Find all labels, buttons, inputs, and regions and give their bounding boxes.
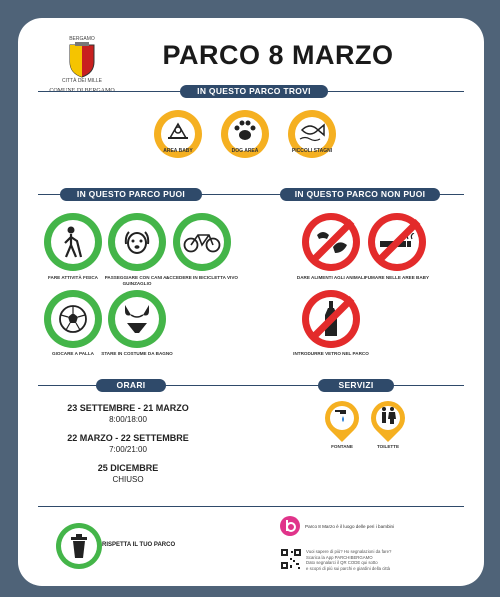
feature-area-baby [154,110,202,158]
section-header-servizi: SERVIZI [318,379,394,392]
hours-period: 23 SETTEMBRE - 21 MARZO [67,403,189,413]
paw-icon [232,119,258,143]
forbidden-vetro [302,290,360,348]
allowed-fare-attivita [44,213,102,271]
hours-period: 22 MARZO - 22 SETTEMBRE [67,433,189,443]
forbidden-alimenti [302,213,360,271]
feature-label: PICCOLI STAGNI [291,148,333,154]
app-b-icon [280,516,300,536]
hours-time: 7:00/21:00 [109,445,147,454]
comune-logo [46,36,118,94]
hours-period: 25 DICEMBRE [97,463,159,473]
forbidden-label: INTRODURRE VETRO NEL PARCO [293,351,369,356]
feature-piccoli-stagni [288,110,336,158]
respect-text: RISPETTA IL TUO PARCO [102,542,176,548]
footer-tagline: Parco 8 Marzo è il luogo delle peri i bambini [305,524,395,529]
allowed-passeggiare-cani [108,213,166,271]
bicycle-icon [183,231,221,253]
service-label: TOILETTE [376,444,400,449]
fish-icon [298,120,326,142]
page-title: PARCO 8 MARZO [162,40,394,70]
toilet-icon [378,406,398,426]
qr-code-icon [280,548,302,570]
section-header-non-puoi: IN QUESTO PARCO NON PUOI [280,188,440,201]
info-line: Vuoi sapere di più? Ho segnalazioni da fare? [306,549,392,554]
swing-icon [164,120,192,142]
service-label: FONTANE [331,444,353,449]
footer-info [306,549,456,571]
bikini-icon [121,301,153,337]
forbidden-fumare [368,213,426,271]
info-line: Dato segnalarci il QR CODE qui sotto [306,560,378,565]
section-header-trovi: IN QUESTO PARCO TROVI [180,85,328,98]
trash-bin-icon [69,533,89,559]
allowed-label: STARE IN COSTUME DA BAGNO [101,351,173,356]
logo-top-text: BERGAMO [69,36,95,42]
walking-stick-icon [59,225,87,259]
feature-label: DOG AREA [231,148,259,154]
allowed-palla [44,290,102,348]
logo-motto: CITTÀ DEI MILLE [61,78,102,84]
feature-label: AREA BABY [163,148,193,154]
qr-code[interactable] [280,548,302,570]
dog-icon [121,226,153,258]
hours-time: CHIUSO [112,475,144,484]
park-sign-panel [18,18,484,586]
coat-of-arms-icon [67,42,97,78]
feature-dog-area [221,110,269,158]
allowed-costume [108,290,166,348]
fountain-icon [332,406,352,426]
section-header-orari: ORARI [96,379,166,392]
forbidden-label: DARE ALIMENTI AGLI ANIMALI [296,275,366,280]
allowed-label: FARE ATTIVITÀ FISICA [47,275,99,280]
allowed-label: ACCEDERE IN BICICLETTA VIVO [166,275,238,280]
allowed-label: PASSEGGIARE CON CANI AL GUINZAGLIO [104,275,170,286]
allowed-label: GIOCARE A PALLA [52,351,94,356]
forbidden-label: FUMARE NELLE AREE BABY [364,275,430,280]
app-logo [280,516,300,536]
allowed-bicicletta [173,213,231,271]
section-header-puoi: IN QUESTO PARCO PUOI [60,188,202,201]
info-line: Scarica la App PARCHIBERGAMO [306,554,373,560]
info-line: e scopri di più sui parchi e giardini della città [306,565,391,571]
hours-time: 8:00/18:00 [109,415,147,424]
respect-badge [56,523,102,569]
ball-icon [58,304,88,334]
divider-footer [38,506,464,507]
